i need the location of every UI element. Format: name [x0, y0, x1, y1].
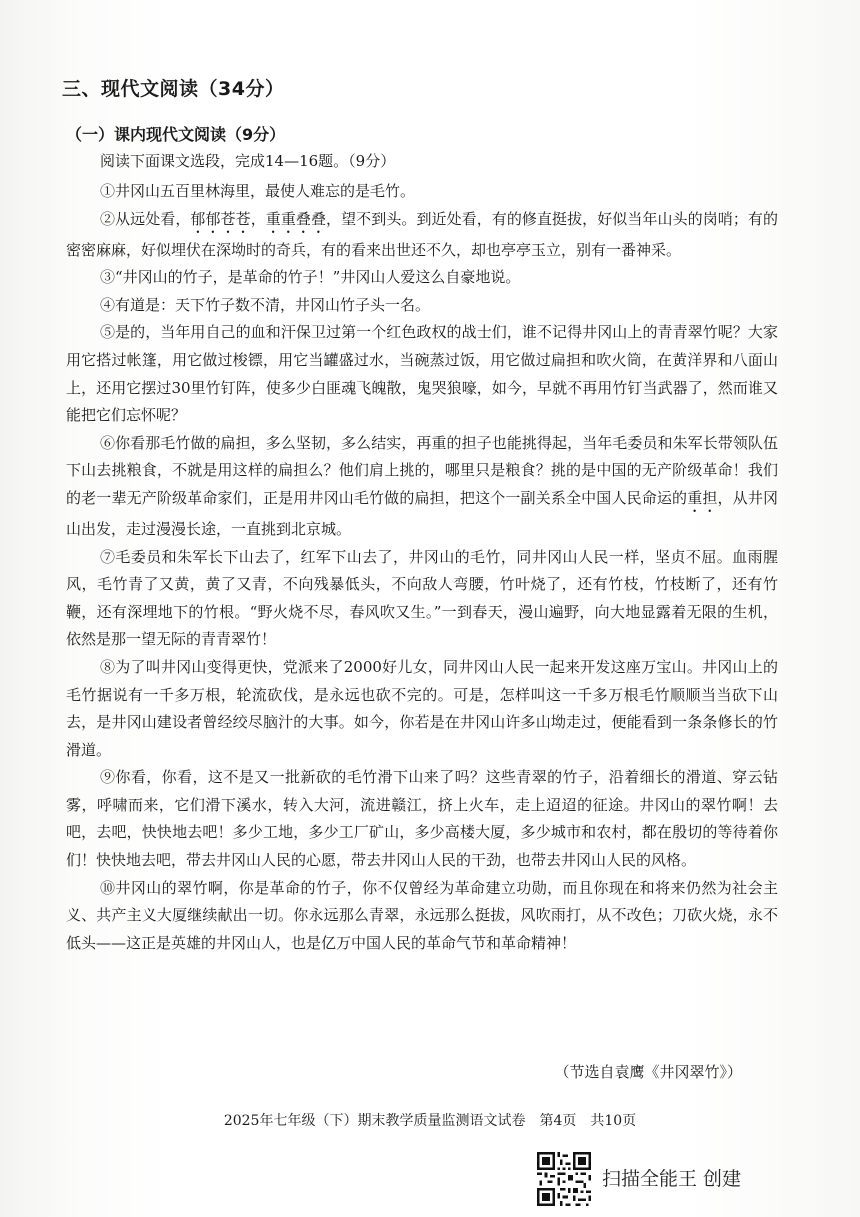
paragraph-6 — [66, 430, 778, 544]
sub-title: （一）课内现代文阅读（9分） — [66, 125, 286, 144]
paragraph-6-part: ⑥你看那毛竹做的扁担，多么坚韧，多么结实，再重的担子也能挑得起，当年毛委员和朱军长带领队伍下山去挑粮食，不就是用这样的扁担么？他们肩上挑的，哪里只是粮食？挑的是中国的无产阶级革命！我们的老一辈无产阶级革命家们，正是用井冈山毛竹做的扁担，把这个一副关系全中国人民命运的 — [66, 433, 778, 507]
reading-passage — [66, 178, 778, 957]
paragraph-1: ①井冈山五百里林海里，最使人难忘的是毛竹。 — [100, 182, 416, 200]
emphasized-phrase: 重重叠叠 — [265, 209, 327, 228]
paragraph-2 — [66, 206, 778, 265]
paragraph-6-part: ，从井冈山出发，走过漫漫长途，一直挑到北京城。 — [66, 488, 778, 538]
source-citation: （节选自袁鹰《井冈翠竹》） — [554, 1063, 742, 1081]
paragraph-8: ⑧为了叫井冈山变得更快，党派来了2000好儿女，同井冈山人民一起来开发这座万宝山。井冈山上的毛竹据说有一千多万根，轮流砍伐，是永远也砍不完的。可是，怎样叫这一千多万根毛竹顺顺当当砍下山去，是井冈山建设者曾经绞尽脑汁的大事。如今，你若是在井冈山许多山坳走过，便能看到一条条修长的竹滑道。 — [66, 657, 778, 759]
qr-code-icon — [537, 1152, 591, 1206]
paragraph-3: ③“井冈山的竹子，是革命的竹子！”井冈山人爱这么自豪地说。 — [100, 268, 521, 287]
reading-instruction: 阅读下面课文选段，完成14—16题。（9分） — [100, 152, 396, 170]
emphasized-phrase: 重担 — [687, 488, 718, 507]
paragraph-5: ⑤是的，当年用自己的血和汗保卫过第一个红色政权的战士们，谁不记得井冈山上的青青翠竹呢？大家用它搭过帐篷，用它做过梭镖，用它当罐盛过水，当碗蒸过饭，用它做过扁担和吹火筒，在黄洋界和八面山上，还用它摆过30里竹钉阵，使多少白匪魂飞魄散，鬼哭狼嚎，如今，早就不再用竹钉当武器了，然而谁又能把它们忘怀呢？ — [66, 323, 778, 425]
paragraph-10: ⑩井冈山的翠竹啊，你是革命的竹子，你不仅曾经为革命建立功勋，而且你现在和将来仍然为社会主义、共产主义大厦继续献出一切。你永远那么青翠，永远那么挺拔，风吹雨打，从不改色；刀砍火烧，永不低头——这正是英雄的井冈山人，也是亿万中国人民的革命气节和革命精神！ — [66, 878, 778, 952]
paragraph-4: ④有道是：天下竹子数不清，井冈山竹子头一名。 — [100, 295, 431, 314]
paragraph-9: ⑨你看，你看，这不是又一批新砍的毛竹滑下山来了吗？这些青翠的竹子，沿着细长的滑道、穿云钻雾，呼啸而来，它们滑下溪水，转入大河，流进赣江，挤上火车，走上迢迢的征途。井冈山的翠竹啊！去吧，去吧，快快地去吧！多少工地，多少工厂矿山，多少高楼大厦，多少城市和农村，都在殷切的等待着你们！快快地去吧，带去井冈山人民的心愿，带去井冈山人民的干劲，也带去井冈山人民的风格。 — [66, 768, 778, 870]
paragraph-2-part: ，望不到头。到近处看，有的修直挺拔，好似当年山头的岗哨；有的密密麻麻，好似埋伏在深坳时的奇兵，有的看来出世还不久，却也亭亭玉立，别有一番神采。 — [66, 209, 778, 259]
paragraph-2-part: ②从远处看， — [100, 209, 191, 228]
emphasized-phrase: 郁郁苍苍 — [190, 209, 251, 228]
paragraph-2-part: ， — [250, 209, 266, 228]
section-title: 三、现代文阅读（34分） — [62, 78, 285, 100]
paragraph-7: ⑦毛委员和朱军长下山去了，红军下山去了，井冈山的毛竹，同井冈山人民一样，坚贞不屈。血雨腥风，毛竹青了又黄，黄了又青，不向残暴低头，不向敌人弯腰，竹叶烧了，还有竹枝，竹枝断了，还有竹鞭，还有深埋地下的竹根。“野火烧不尽，春风吹又生。”一到春天，漫山遍野，向大地显露着无限的生机，依然是那一望无际的青青翠竹！ — [66, 547, 778, 649]
scanner-watermark: 扫描全能王 创建 — [602, 1168, 742, 1190]
page-footer: 2025年七年级（下）期末教学质量监测语文试卷 第4页 共10页 — [223, 1113, 637, 1129]
